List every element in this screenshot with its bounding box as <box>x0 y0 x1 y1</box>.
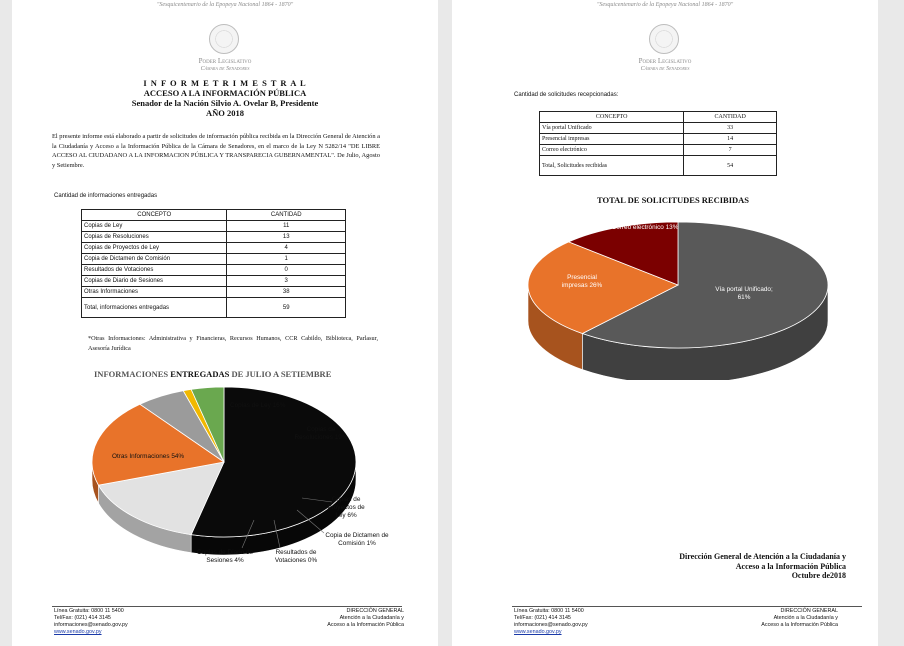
footer-email: informaciones@senado.gov.py <box>54 622 128 628</box>
footer-right <box>761 608 838 629</box>
cell-concept: Resultados de Votaciones <box>82 265 227 276</box>
signature-line: Octubre de2018 <box>791 571 846 580</box>
footer-dept: DIRECCIÓN GENERAL <box>780 608 838 614</box>
col-header-concepto: CONCEPTO <box>540 112 684 123</box>
footer-website-link[interactable]: www.senado.gov.py <box>54 629 102 635</box>
label-presencial: Presencial impresas 26% <box>561 274 603 289</box>
cell-concept: Presencial impresas <box>540 134 684 145</box>
signature-line: Acceso a la Información Pública <box>735 561 846 571</box>
report-subtitle: ACCESO A LA INFORMACIÓN PÚBLICA <box>143 88 307 98</box>
page-2 <box>452 0 878 646</box>
chart1-title-part: ENTREGADAS <box>170 369 230 379</box>
footer-phone: Línea Gratuita: 0800 11 5400 <box>54 608 124 614</box>
cell-concept: Total, informaciones entregadas <box>82 298 227 318</box>
cell-qty: 38 <box>227 287 346 298</box>
seal-line2: Cámara de Senadores <box>640 66 690 72</box>
cell-qty: 13 <box>227 232 346 243</box>
cell-qty: 1 <box>227 254 346 265</box>
table-header-row <box>540 112 777 123</box>
other-info-note: *Otras Informaciones: Administrativa y Financieras, Recursos Humanos, CCR Cabildo, Biblioteca, Parlasur, Asesoría Jurídica <box>88 335 378 352</box>
table-row <box>540 134 777 145</box>
cell-qty: 11 <box>227 221 346 232</box>
cell-qty: 33 <box>684 123 777 134</box>
col-header-cantidad: CANTIDAD <box>227 210 346 221</box>
cell-qty: 7 <box>684 145 777 156</box>
cell-concept: Copia de Dictamen de Comisión <box>82 254 227 265</box>
cell-concept: Otras Informaciones <box>82 287 227 298</box>
intro-paragraph: El presente informe está elaborado a partir de solicitudes de información pública recibida en la Dirección General de Atención a la Ciudadanía y Acceso a la Información Pública de la Cámara de Senadores, en el marco de la Ley N 5282/14 "DE LIBRE ACCESO AL CIUDADANO A LA INFORMACION PÚBLICA Y TRANSPARECIA GUBERNAMENTAL". De Julio, Agosto y Setiembre. <box>52 133 380 169</box>
footer-fax: Tel/Fax: (021) 414 3145 <box>54 615 111 621</box>
table-row <box>82 265 346 276</box>
cell-qty: 4 <box>227 243 346 254</box>
footer-fax: Tel/Fax: (021) 414 3145 <box>514 615 571 621</box>
table-caption: Cantidad de informaciones entregadas <box>54 193 158 199</box>
seal-line2: Cámara de Senadores <box>200 66 250 72</box>
table-row <box>540 145 777 156</box>
footer-website-link[interactable]: www.senado.gov.py <box>514 629 562 635</box>
footer-dept-line3: Acceso a la Información Pública <box>327 622 404 628</box>
header-motto: "Sesquicentenario de la Epopeya Nacional 1864 - 1870" <box>156 2 294 8</box>
label-correo: Correo electrónico 13% <box>611 224 679 231</box>
senate-seal-icon <box>649 24 679 54</box>
requests-caption: Cantidad de solicitudes recepcionadas: <box>514 92 619 98</box>
table-row <box>82 243 346 254</box>
senate-seal-icon <box>209 24 239 54</box>
cell-concept: Copias de Resoluciones <box>82 232 227 243</box>
chart2-title: TOTAL DE SOLICITUDES RECIBIDAS <box>597 195 750 205</box>
cell-qty: 3 <box>227 276 346 287</box>
table-row <box>82 254 346 265</box>
footer-phone: Línea Gratuita: 0800 11 5400 <box>514 608 584 614</box>
footer-dept-line2: Atención a la Ciudadanía y <box>773 615 838 621</box>
footer-divider <box>52 606 402 607</box>
col-header-concepto: CONCEPTO <box>82 210 227 221</box>
col-header-cantidad: CANTIDAD <box>684 112 777 123</box>
requests-table <box>539 111 777 176</box>
header-motto: "Sesquicentenario de la Epopeya Nacional 1864 - 1870" <box>596 2 734 8</box>
label-proyectos: Copias de Proyectos de Ley 6% <box>327 496 365 519</box>
cell-qty: 59 <box>227 298 346 318</box>
table-row <box>82 287 346 298</box>
chart1-title-part: DE JULIO A SETIEMBRE <box>229 369 332 379</box>
chart1-title-part: INFORMACIONES <box>94 369 171 379</box>
table-row <box>82 276 346 287</box>
report-author: Senador de la Nación Silvio A. Ovelar B, Presidente <box>131 98 319 108</box>
table-row <box>82 298 346 318</box>
signature-line: Dirección General de Atención a la Ciudadanía y <box>679 552 846 561</box>
report-title: I N F O R M E T R I M E S T R A L <box>143 78 307 88</box>
seal-line1: Poder Legislativo <box>638 57 692 65</box>
label-portal: Vía portal Unificado; 61% <box>715 286 773 301</box>
cell-concept: Copias de Proyectos de Ley <box>82 243 227 254</box>
table-row <box>82 232 346 243</box>
label-copias-ley: Copias de Ley 16% <box>230 402 286 409</box>
delivered-info-table <box>81 209 346 318</box>
cell-qty: 14 <box>684 134 777 145</box>
cell-concept: Correo electrónico <box>540 145 684 156</box>
cell-qty: 54 <box>684 156 777 176</box>
cell-concept: Total, Solicitudes recibidas <box>540 156 684 176</box>
footer-email: informaciones@senado.gov.py <box>514 622 588 628</box>
cell-concept: Copias de Diario de Sesiones <box>82 276 227 287</box>
label-otras: Otras Informaciones 54% <box>112 453 185 460</box>
cell-concept: Copias de Ley <box>82 221 227 232</box>
footer-left <box>54 608 128 636</box>
footer-dept-line3: Acceso a la Información Pública <box>761 622 838 628</box>
footer-dept: DIRECCIÓN GENERAL <box>346 608 404 614</box>
table-row <box>540 123 777 134</box>
label-votaciones: Resultados de Votaciones 0% <box>274 549 318 564</box>
cell-concept: Vía portal Unificado <box>540 123 684 134</box>
footer-left <box>514 608 588 636</box>
label-resoluciones: Copias de Resoluciones 19% <box>294 426 348 441</box>
page-1 <box>12 0 438 646</box>
signature-block <box>679 552 846 581</box>
label-dictamen: Copia de Dictamen de Comisión 1% <box>325 532 389 547</box>
report-year: AÑO 2018 <box>205 108 244 118</box>
label-diario: Copias de Diario de Sesiones 4% <box>196 549 254 564</box>
footer-divider <box>512 606 862 607</box>
table-row <box>540 156 777 176</box>
chart1-title <box>94 369 331 379</box>
cell-qty: 0 <box>227 265 346 276</box>
seal-line1: Poder Legislativo <box>198 57 252 65</box>
table-row <box>82 221 346 232</box>
table-header-row <box>82 210 346 221</box>
footer-right <box>327 608 404 629</box>
footer-dept-line2: Atención a la Ciudadanía y <box>339 615 404 621</box>
